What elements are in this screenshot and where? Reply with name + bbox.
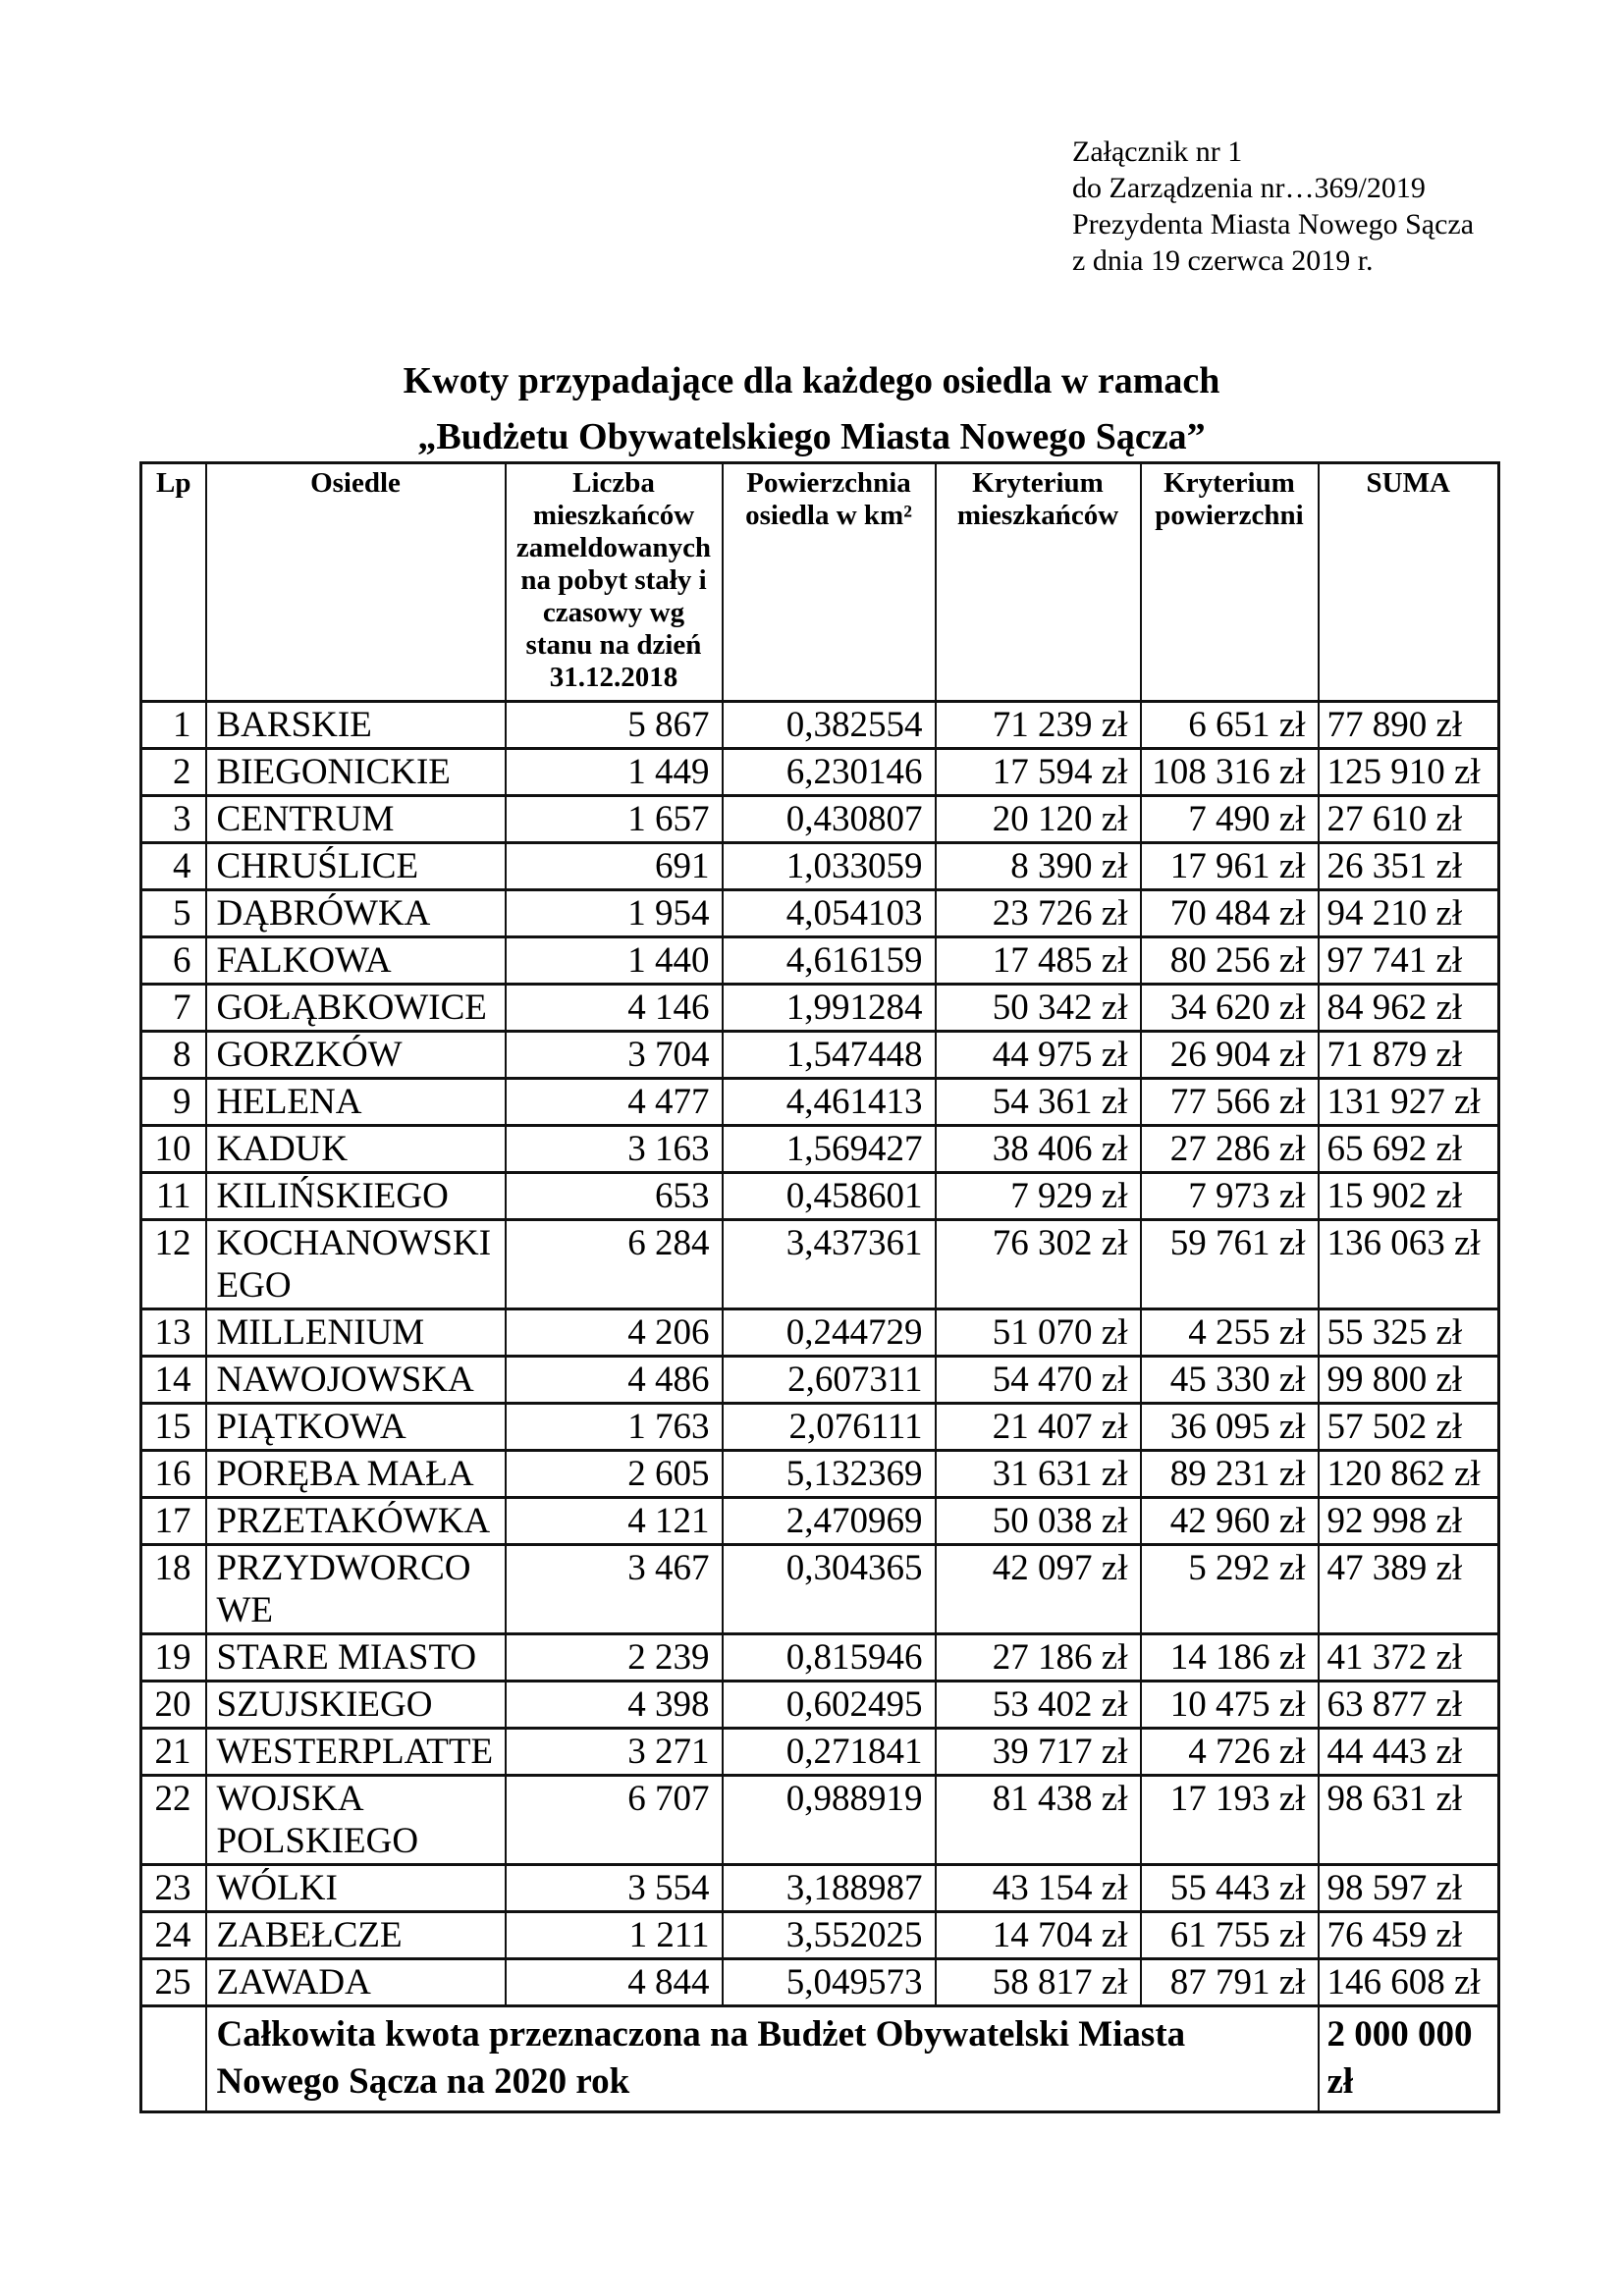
district-cell: WOJSKA POLSKIEGO	[206, 1776, 506, 1865]
district-cell: PRZETAKÓWKA	[206, 1498, 506, 1545]
criterion-area-cell: 7 973 zł	[1141, 1173, 1319, 1220]
population-cell: 3 163	[506, 1126, 723, 1173]
criterion-residents-cell: 44 975 zł	[936, 1032, 1141, 1079]
criterion-area-cell: 36 095 zł	[1141, 1404, 1319, 1451]
table-row	[141, 843, 1499, 890]
criterion-area-cell: 17 193 zł	[1141, 1776, 1319, 1865]
criterion-residents-cell: 71 239 zł	[936, 702, 1141, 749]
criterion-area-cell: 14 186 zł	[1141, 1634, 1319, 1682]
sum-cell: 15 902 zł	[1319, 1173, 1499, 1220]
area-cell: 4,616159	[723, 937, 936, 985]
sum-cell: 136 063 zł	[1319, 1220, 1499, 1309]
footer-empty-cell	[141, 2006, 206, 2112]
population-cell: 1 211	[506, 1912, 723, 1959]
sum-cell: 47 389 zł	[1319, 1545, 1499, 1634]
population-cell: 3 704	[506, 1032, 723, 1079]
district-cell: MILLENIUM	[206, 1309, 506, 1357]
criterion-residents-cell: 20 120 zł	[936, 796, 1141, 843]
district-cell: CENTRUM	[206, 796, 506, 843]
sum-cell: 71 879 zł	[1319, 1032, 1499, 1079]
row-number-cell: 13	[141, 1309, 206, 1357]
area-cell: 3,188987	[723, 1865, 936, 1912]
row-number-cell: 5	[141, 890, 206, 937]
area-cell: 2,470969	[723, 1498, 936, 1545]
district-cell: PORĘBA MAŁA	[206, 1451, 506, 1498]
table-row	[141, 1959, 1499, 2006]
criterion-area-cell: 89 231 zł	[1141, 1451, 1319, 1498]
criterion-residents-cell: 76 302 zł	[936, 1220, 1141, 1309]
table-row	[141, 749, 1499, 796]
sum-cell: 65 692 zł	[1319, 1126, 1499, 1173]
district-cell: HELENA	[206, 1079, 506, 1126]
criterion-area-cell: 87 791 zł	[1141, 1959, 1319, 2006]
row-number-cell: 16	[141, 1451, 206, 1498]
area-cell: 0,304365	[723, 1545, 936, 1634]
sum-cell: 84 962 zł	[1319, 985, 1499, 1032]
sum-cell: 57 502 zł	[1319, 1404, 1499, 1451]
district-cell: KOCHANOWSKIEGO	[206, 1220, 506, 1309]
area-cell: 6,230146	[723, 749, 936, 796]
area-cell: 5,132369	[723, 1451, 936, 1498]
row-number-cell: 3	[141, 796, 206, 843]
area-cell: 1,991284	[723, 985, 936, 1032]
row-number-cell: 19	[141, 1634, 206, 1682]
criterion-area-cell: 55 443 zł	[1141, 1865, 1319, 1912]
criterion-residents-cell: 38 406 zł	[936, 1126, 1141, 1173]
population-cell: 1 440	[506, 937, 723, 985]
row-number-cell: 10	[141, 1126, 206, 1173]
criterion-area-cell: 26 904 zł	[1141, 1032, 1319, 1079]
population-cell: 4 121	[506, 1498, 723, 1545]
sum-cell: 76 459 zł	[1319, 1912, 1499, 1959]
district-cell: FALKOWA	[206, 937, 506, 985]
criterion-residents-cell: 39 717 zł	[936, 1729, 1141, 1776]
district-cell: PIĄTKOWA	[206, 1404, 506, 1451]
row-number-cell: 11	[141, 1173, 206, 1220]
footer-total: 2 000 000 zł	[1319, 2006, 1499, 2112]
criterion-residents-cell: 53 402 zł	[936, 1682, 1141, 1729]
table-row	[141, 937, 1499, 985]
sum-cell: 98 631 zł	[1319, 1776, 1499, 1865]
population-cell: 1 954	[506, 890, 723, 937]
row-number-cell: 14	[141, 1357, 206, 1404]
table-row	[141, 1032, 1499, 1079]
row-number-cell: 2	[141, 749, 206, 796]
population-cell: 3 271	[506, 1729, 723, 1776]
row-number-cell: 22	[141, 1776, 206, 1865]
population-cell: 3 554	[506, 1865, 723, 1912]
row-number-cell: 9	[141, 1079, 206, 1126]
area-cell: 0,271841	[723, 1729, 936, 1776]
table-row	[141, 796, 1499, 843]
document-title-line-1: Kwoty przypadające dla każdego osiedla w ramach	[403, 360, 1220, 401]
sum-cell: 63 877 zł	[1319, 1682, 1499, 1729]
area-cell: 0,382554	[723, 702, 936, 749]
criterion-area-cell: 27 286 zł	[1141, 1126, 1319, 1173]
criterion-residents-cell: 58 817 zł	[936, 1959, 1141, 2006]
column-header: Kryterium mieszkańców	[936, 463, 1141, 702]
criterion-area-cell: 108 316 zł	[1141, 749, 1319, 796]
criterion-area-cell: 70 484 zł	[1141, 890, 1319, 937]
criterion-residents-cell: 8 390 zł	[936, 843, 1141, 890]
table-row	[141, 890, 1499, 937]
criterion-residents-cell: 81 438 zł	[936, 1776, 1141, 1865]
row-number-cell: 24	[141, 1912, 206, 1959]
area-cell: 3,437361	[723, 1220, 936, 1309]
document-title-line-2: „Budżetu Obywatelskiego Miasta Nowego Sącza”	[417, 416, 1206, 457]
table-row	[141, 1451, 1499, 1498]
criterion-residents-cell: 42 097 zł	[936, 1545, 1141, 1634]
district-cell: SZUJSKIEGO	[206, 1682, 506, 1729]
criterion-area-cell: 4 255 zł	[1141, 1309, 1319, 1357]
population-cell: 4 398	[506, 1682, 723, 1729]
criterion-residents-cell: 14 704 zł	[936, 1912, 1141, 1959]
table-row	[141, 1912, 1499, 1959]
area-cell: 1,033059	[723, 843, 936, 890]
table-row	[141, 702, 1499, 749]
column-header: Osiedle	[206, 463, 506, 702]
sum-cell: 98 597 zł	[1319, 1865, 1499, 1912]
sum-cell: 44 443 zł	[1319, 1729, 1499, 1776]
sum-cell: 94 210 zł	[1319, 890, 1499, 937]
column-header: SUMA	[1319, 463, 1499, 702]
sum-cell: 92 998 zł	[1319, 1498, 1499, 1545]
criterion-area-cell: 6 651 zł	[1141, 702, 1319, 749]
row-number-cell: 25	[141, 1959, 206, 2006]
column-header: Liczba mieszkańców zameldowanych na pobyt stały i czasowy wg stanu na dzień 31.12.2018	[506, 463, 723, 702]
area-cell: 0,244729	[723, 1309, 936, 1357]
table-row	[141, 1220, 1499, 1309]
criterion-area-cell: 7 490 zł	[1141, 796, 1319, 843]
column-header: Lp	[141, 463, 206, 702]
attachment-line: Załącznik nr 1	[1072, 135, 1243, 168]
criterion-area-cell: 5 292 zł	[1141, 1545, 1319, 1634]
row-number-cell: 17	[141, 1498, 206, 1545]
criterion-residents-cell: 17 594 zł	[936, 749, 1141, 796]
population-cell: 4 844	[506, 1959, 723, 2006]
criterion-area-cell: 45 330 zł	[1141, 1357, 1319, 1404]
district-cell: WÓLKI	[206, 1865, 506, 1912]
row-number-cell: 7	[141, 985, 206, 1032]
row-number-cell: 4	[141, 843, 206, 890]
table-row	[141, 1729, 1499, 1776]
row-number-cell: 23	[141, 1865, 206, 1912]
district-cell: NAWOJOWSKA	[206, 1357, 506, 1404]
table-row	[141, 1357, 1499, 1404]
criterion-residents-cell: 17 485 zł	[936, 937, 1141, 985]
criterion-area-cell: 17 961 zł	[1141, 843, 1319, 890]
population-cell: 2 239	[506, 1634, 723, 1682]
population-cell: 653	[506, 1173, 723, 1220]
area-cell: 1,569427	[723, 1126, 936, 1173]
district-cell: KADUK	[206, 1126, 506, 1173]
row-number-cell: 8	[141, 1032, 206, 1079]
district-cell: DĄBRÓWKA	[206, 890, 506, 937]
criterion-area-cell: 77 566 zł	[1141, 1079, 1319, 1126]
table-row	[141, 1865, 1499, 1912]
sum-cell: 97 741 zł	[1319, 937, 1499, 985]
row-number-cell: 12	[141, 1220, 206, 1309]
table-row	[141, 1776, 1499, 1865]
population-cell: 4 206	[506, 1309, 723, 1357]
area-cell: 3,552025	[723, 1912, 936, 1959]
district-cell: PRZYDWORCOWE	[206, 1545, 506, 1634]
population-cell: 5 867	[506, 702, 723, 749]
criterion-residents-cell: 54 361 zł	[936, 1079, 1141, 1126]
population-cell: 3 467	[506, 1545, 723, 1634]
criterion-residents-cell: 27 186 zł	[936, 1634, 1141, 1682]
criterion-area-cell: 10 475 zł	[1141, 1682, 1319, 1729]
sum-cell: 26 351 zł	[1319, 843, 1499, 890]
population-cell: 4 486	[506, 1357, 723, 1404]
attachment-line: z dnia 19 czerwca 2019 r.	[1072, 244, 1374, 277]
criterion-residents-cell: 43 154 zł	[936, 1865, 1141, 1912]
criterion-residents-cell: 21 407 zł	[936, 1404, 1141, 1451]
area-cell: 0,988919	[723, 1776, 936, 1865]
sum-cell: 120 862 zł	[1319, 1451, 1499, 1498]
sum-cell: 77 890 zł	[1319, 702, 1499, 749]
district-cell: STARE MIASTO	[206, 1634, 506, 1682]
area-cell: 1,547448	[723, 1032, 936, 1079]
area-cell: 4,461413	[723, 1079, 936, 1126]
attachment-reference-block	[1072, 133, 1474, 279]
criterion-area-cell: 61 755 zł	[1141, 1912, 1319, 1959]
budget-table	[139, 461, 1500, 2113]
table-row	[141, 1126, 1499, 1173]
criterion-area-cell: 34 620 zł	[1141, 985, 1319, 1032]
sum-cell: 99 800 zł	[1319, 1357, 1499, 1404]
table-row	[141, 1545, 1499, 1634]
area-cell: 0,458601	[723, 1173, 936, 1220]
criterion-area-cell: 80 256 zł	[1141, 937, 1319, 985]
population-cell: 2 605	[506, 1451, 723, 1498]
table-row	[141, 1309, 1499, 1357]
row-number-cell: 20	[141, 1682, 206, 1729]
criterion-residents-cell: 7 929 zł	[936, 1173, 1141, 1220]
sum-cell: 55 325 zł	[1319, 1309, 1499, 1357]
table-footer-row	[141, 2006, 1499, 2112]
row-number-cell: 15	[141, 1404, 206, 1451]
table-row	[141, 1173, 1499, 1220]
population-cell: 6 707	[506, 1776, 723, 1865]
row-number-cell: 6	[141, 937, 206, 985]
table-row	[141, 1682, 1499, 1729]
row-number-cell: 21	[141, 1729, 206, 1776]
population-cell: 1 449	[506, 749, 723, 796]
footer-label: Całkowita kwota przeznaczona na Budżet Obywatelski Miasta Nowego Sącza na 2020 rok	[206, 2006, 1319, 2112]
district-cell: GORZKÓW	[206, 1032, 506, 1079]
table-body	[141, 702, 1499, 2006]
sum-cell: 131 927 zł	[1319, 1079, 1499, 1126]
criterion-residents-cell: 50 342 zł	[936, 985, 1141, 1032]
criterion-residents-cell: 51 070 zł	[936, 1309, 1141, 1357]
row-number-cell: 1	[141, 702, 206, 749]
area-cell: 0,430807	[723, 796, 936, 843]
table-row	[141, 1634, 1499, 1682]
criterion-residents-cell: 23 726 zł	[936, 890, 1141, 937]
table-row	[141, 985, 1499, 1032]
district-cell: BIEGONICKIE	[206, 749, 506, 796]
table-header-row	[141, 463, 1499, 702]
column-header: Powierzchnia osiedla w km²	[723, 463, 936, 702]
district-cell: BARSKIE	[206, 702, 506, 749]
district-cell: WESTERPLATTE	[206, 1729, 506, 1776]
area-cell: 0,815946	[723, 1634, 936, 1682]
criterion-area-cell: 4 726 zł	[1141, 1729, 1319, 1776]
sum-cell: 27 610 zł	[1319, 796, 1499, 843]
area-cell: 4,054103	[723, 890, 936, 937]
sum-cell: 146 608 zł	[1319, 1959, 1499, 2006]
table-row	[141, 1079, 1499, 1126]
criterion-residents-cell: 54 470 zł	[936, 1357, 1141, 1404]
sum-cell: 125 910 zł	[1319, 749, 1499, 796]
population-cell: 6 284	[506, 1220, 723, 1309]
attachment-line: do Zarządzenia nr…369/2019	[1072, 172, 1426, 204]
district-cell: ZAWADA	[206, 1959, 506, 2006]
attachment-line: Prezydenta Miasta Nowego Sącza	[1072, 208, 1475, 240]
area-cell: 2,076111	[723, 1404, 936, 1451]
district-cell: KILIŃSKIEGO	[206, 1173, 506, 1220]
criterion-residents-cell: 50 038 zł	[936, 1498, 1141, 1545]
column-header: Kryterium powierzchni	[1141, 463, 1319, 702]
district-cell: CHRUŚLICE	[206, 843, 506, 890]
criterion-residents-cell: 31 631 zł	[936, 1451, 1141, 1498]
population-cell: 691	[506, 843, 723, 890]
sum-cell: 41 372 zł	[1319, 1634, 1499, 1682]
row-number-cell: 18	[141, 1545, 206, 1634]
population-cell: 1 657	[506, 796, 723, 843]
area-cell: 2,607311	[723, 1357, 936, 1404]
criterion-area-cell: 42 960 zł	[1141, 1498, 1319, 1545]
population-cell: 4 146	[506, 985, 723, 1032]
table-row	[141, 1498, 1499, 1545]
population-cell: 1 763	[506, 1404, 723, 1451]
district-cell: GOŁĄBKOWICE	[206, 985, 506, 1032]
criterion-area-cell: 59 761 zł	[1141, 1220, 1319, 1309]
document-title	[0, 353, 1623, 465]
population-cell: 4 477	[506, 1079, 723, 1126]
table-row	[141, 1404, 1499, 1451]
area-cell: 0,602495	[723, 1682, 936, 1729]
district-cell: ZABEŁCZE	[206, 1912, 506, 1959]
area-cell: 5,049573	[723, 1959, 936, 2006]
